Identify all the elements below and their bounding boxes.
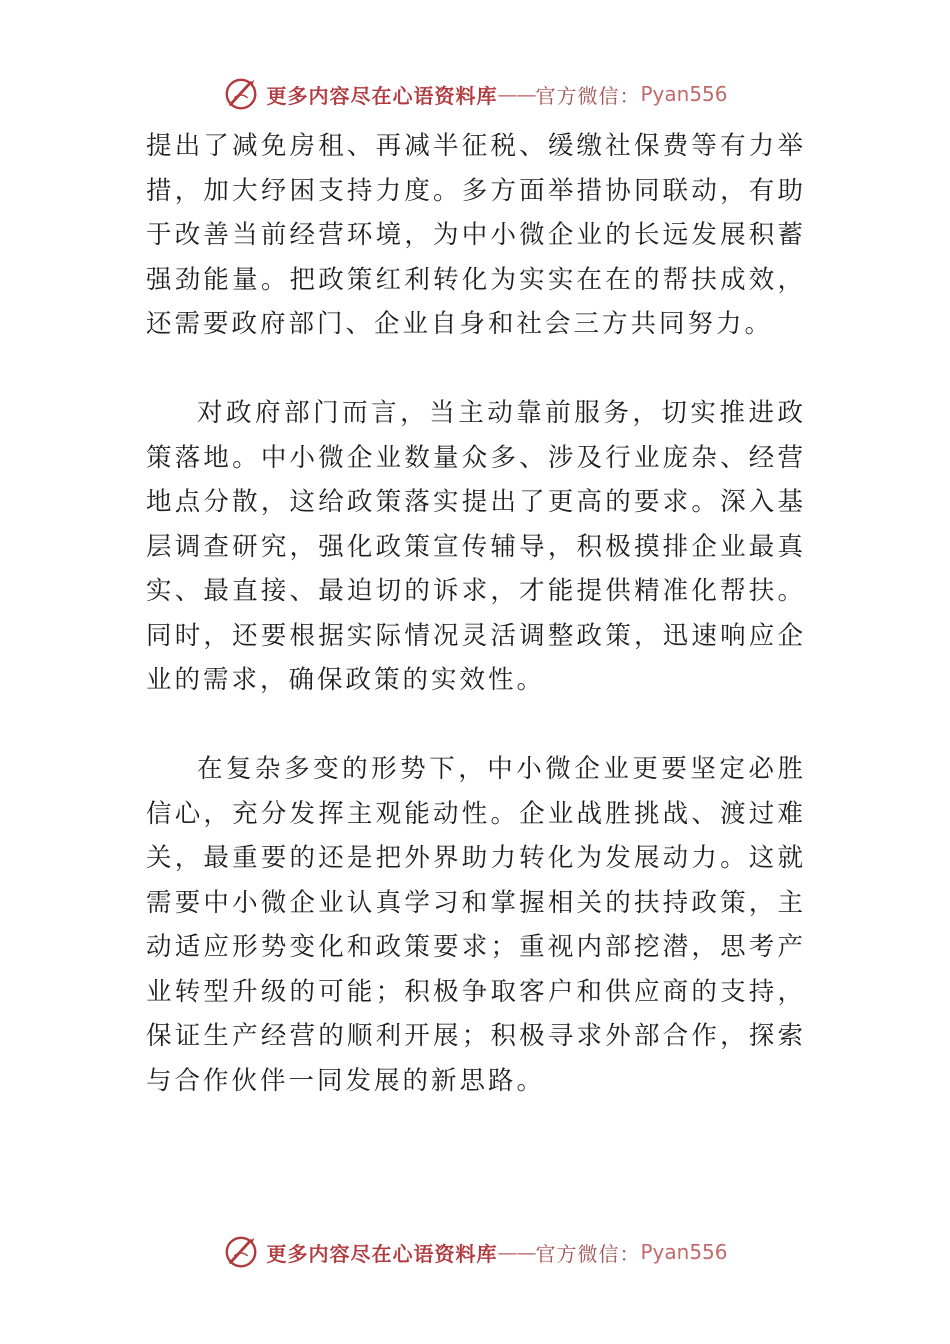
- paragraph-gap: [146, 347, 806, 392]
- header-brand-text: 更多内容尽在心语资料库: [266, 83, 498, 108]
- paragraph-1: 提出了减免房租、再减半征税、缓缴社保费等有力举措，加大纾困支持力度。多方面举措协同联动，有助于改善当前经营环境，为中小微企业的长远发展积蓄强劲能量。把政策红利转化为实实在在的帮扶成效，还需要政府部门、企业自身和社会三方共同努力。: [146, 131, 806, 339]
- footer-wechat-id: Pyan556: [640, 1240, 728, 1264]
- header-banner: [0, 72, 950, 116]
- pen-logo-icon: [222, 75, 260, 113]
- footer-banner: [0, 1230, 950, 1274]
- paragraph-3: 在复杂多变的形势下，中小微企业更要坚定必胜信心，充分发挥主观能动性。企业战胜挑战、渡过难关，最重要的还是把外界助力转化为发展动力。这就需要中小微企业认真学习和掌握相关的扶持政策，主动适应形势变化和政策要求；重视内部挖潜，思考产业转型升级的可能；积极争取客户和供应商的支持，保证生产经营的顺利开展；积极寻求外部合作，探索与合作伙伴一同发展的新思路。: [146, 754, 806, 1096]
- paragraph-gap: [146, 703, 806, 748]
- header-dash: ——: [497, 82, 536, 106]
- footer-brand-text: 更多内容尽在心语资料库: [266, 1241, 498, 1266]
- header-wechat-label: 官方微信：: [535, 83, 641, 108]
- footer-dash: ——: [497, 1240, 536, 1264]
- document-body: [146, 124, 806, 1103]
- footer-wechat-label: 官方微信：: [535, 1241, 641, 1266]
- paragraph-2: 对政府部门而言，当主动靠前服务，切实推进政策落地。中小微企业数量众多、涉及行业庞杂、经营地点分散，这给政策落实提出了更高的要求。深入基层调查研究，强化政策宣传辅导，积极摸排企业最真实、最直接、最迫切的诉求，才能提供精准化帮扶。同时，还要根据实际情况灵活调整政策，迅速响应企业的需求，确保政策的实效性。: [146, 398, 806, 695]
- header-wechat-id: Pyan556: [640, 82, 728, 106]
- pen-logo-icon: [222, 1233, 260, 1271]
